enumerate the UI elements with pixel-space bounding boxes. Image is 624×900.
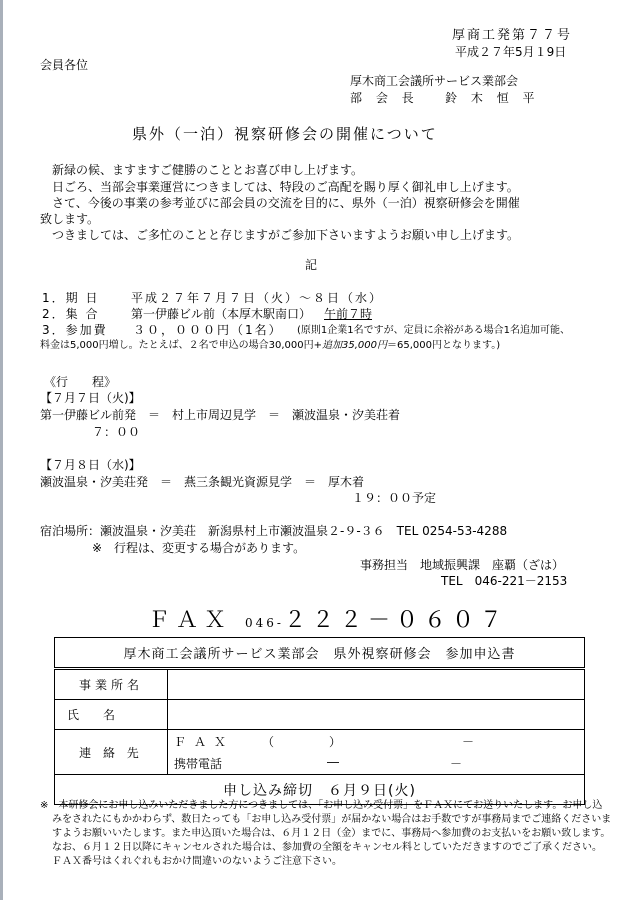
item-fee-note-2: [40, 340, 500, 352]
fax-paren-close: ）: [329, 734, 342, 749]
window-left-border: [0, 0, 3, 900]
fee-note-text-b: 追加35,000円: [322, 340, 387, 351]
body-line-3: さて、今後の事業の参考並びに部会員の交流を目的に、県外（一泊）視察研修会を開催: [52, 196, 520, 210]
footnotes: [40, 799, 612, 869]
sender-line: [350, 91, 540, 105]
item-meet-value: 第一伊藤ビル前（本厚木駅南口）: [131, 307, 312, 321]
body-line-2: 日ごろ、当部会事業運営につきましては、特段のご高配を賜り厚く御礼申し上げます。: [52, 180, 519, 194]
itinerary-day2-route: 瀬波温泉・汐美荘発 ＝ 燕三条観光資源見学 ＝ 厚木着: [40, 475, 365, 489]
fax-number-line: [148, 608, 508, 636]
sender-organization: 厚木商工会議所サービス業部会: [350, 74, 519, 88]
mobile-field[interactable]: [168, 752, 585, 775]
contact-tel: TEL 046-221－2153: [441, 574, 568, 588]
body-line-1: 新緑の候、ますますご健勝のこととお喜び申し上げます。: [52, 163, 364, 177]
body-line-5: つきましては、ご多忙のことと存じますがご参加下さいますようお願い申し上げます。: [52, 228, 520, 242]
sender-title: 部 会 長: [350, 91, 419, 105]
contact-person: 事務担当 地域振興課 座覇（ざは）: [360, 558, 565, 572]
footnote-line-4: なお、６月１２日以降にキャンセルされた場合は、参加費の全額をキャンセル料としていただきますのでご了承ください。: [52, 842, 602, 853]
lodging-info: 宿泊場所：瀬波温泉・汐美荘 新潟県村上市瀬波温泉２-９-３６ TEL 0254-53-4288: [40, 524, 508, 538]
business-name-label: 事業所名: [55, 669, 168, 700]
addressee: 会員各位: [40, 58, 89, 72]
fax-field[interactable]: [168, 730, 585, 753]
document-number: 厚商工発第７７号: [452, 28, 573, 43]
itinerary-day2-label: 【７月８日（水)】: [40, 458, 141, 472]
fax-prefix: ＦＡＸ: [148, 608, 233, 633]
item-date-label: 1．期 日: [42, 291, 100, 305]
mobile-dash-2: －: [450, 756, 463, 771]
mobile-field-label: 携帯電話: [174, 756, 223, 771]
footnote-line-3: すようお願いいたします。また申込頂いた場合は、６月１２日（金）までに、事務局へ参加費のお支払いをお願い致します。: [52, 828, 611, 839]
form-heading: 厚木商工会議所サービス業部会 県外視察研修会 参加申込書: [55, 638, 585, 669]
mobile-dash-1: ―: [327, 754, 340, 769]
name-label: 氏 名: [55, 700, 168, 730]
business-name-field[interactable]: [168, 669, 585, 700]
contact-label: 連 絡 先: [55, 730, 168, 775]
item-fee-value: ３０，０００円（1名）: [133, 323, 283, 337]
fee-note-text-a: 料金は5,000円増し。たとえば、２名で申込の場合30,000円+: [40, 340, 322, 351]
fax-dash: －: [462, 734, 475, 749]
item-fee-label: 3．参加費: [42, 323, 108, 337]
footnote-line-5: ＦＡＸ番号はくれぐれもおかけ間違いのないようご注意下さい。: [52, 856, 342, 867]
fax-number: ２２２－０６０７: [283, 608, 508, 633]
document-date: 平成２７年5月１9日: [455, 45, 567, 59]
itinerary-day1-label: 【７月７日（火)】: [40, 391, 141, 405]
application-form: [54, 637, 585, 805]
body-line-4: 致します。: [40, 212, 100, 226]
itinerary-day1-time: ７：００: [92, 425, 141, 439]
ki-heading: 記: [305, 258, 318, 272]
fee-note-text-c: ＝65,000円となります。): [387, 340, 501, 351]
itinerary-heading: 《行 程》: [44, 375, 117, 389]
item-date-value: 平成２７年７月７日（火）～８日（水）: [131, 291, 384, 305]
sender-name: 鈴 木 恒 平: [445, 91, 540, 105]
item-meet-label: 2．集 合: [42, 307, 100, 321]
name-field[interactable]: [168, 700, 585, 730]
fax-paren-open: （: [262, 734, 275, 749]
application-deadline: 申し込み締切 ６月９日(火): [55, 775, 585, 805]
itinerary-day2-time: １９：００予定: [352, 491, 437, 505]
fax-area-code: 046-: [245, 616, 284, 630]
itinerary-day1-route: 第一伊藤ビル前発 ＝ 村上市周辺見学 ＝ 瀬波温泉・汐美荘着: [40, 408, 401, 422]
footnote-line-1: ※ 本研修会にお申し込みいただきました方につきましては、「お申し込み受付票」をＦＡＸにてお送りいたします。お申し込: [40, 800, 603, 811]
itinerary-change-note: ※ 行程は、変更する場合があります。: [92, 541, 306, 555]
item-fee-note-1: (原則1企業1名ですが、定員に余裕がある場合1名追加可能、: [297, 325, 570, 336]
fax-field-label: ＦＡＸ: [174, 734, 235, 749]
page-title: 県外（一泊）視察研修会の開催について: [132, 125, 438, 143]
item-meet-time: 午前７時: [324, 307, 373, 321]
footnote-line-2: みをされたにもかかわらず、数日たっても「お申し込み受付票」が届かない場合はお手数ですが事務局までご連絡くださいま: [52, 814, 612, 825]
